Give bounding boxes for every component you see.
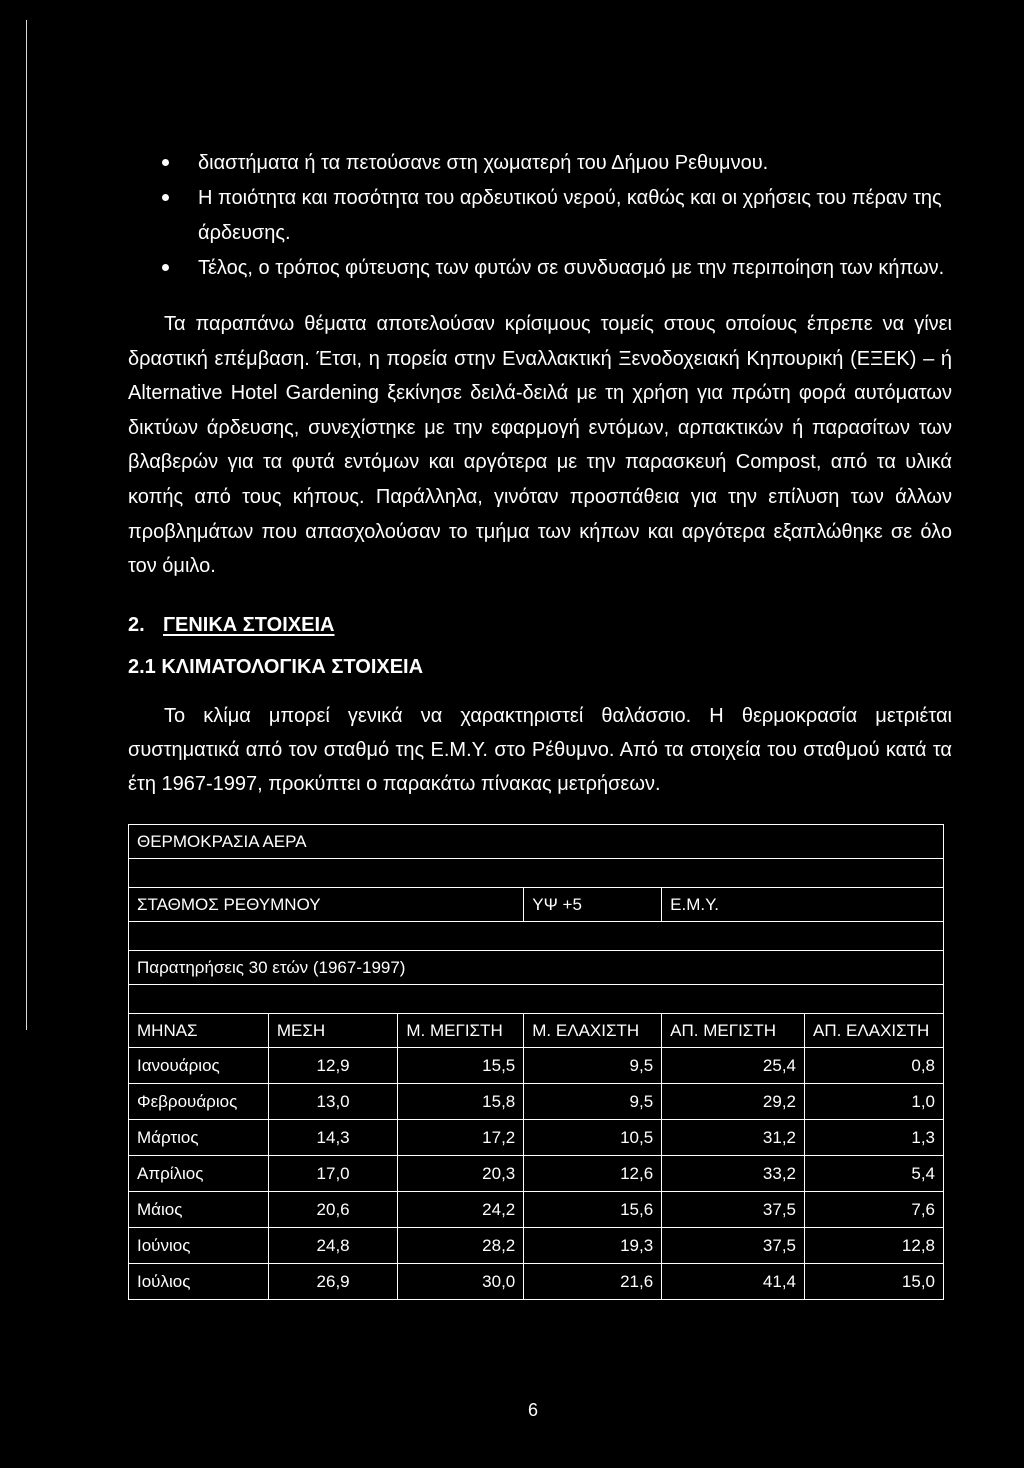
value-cell: 12,6 (524, 1156, 662, 1192)
station-agency: Ε.Μ.Υ. (662, 888, 944, 922)
section-title: ΓΕΝΙΚΑ ΣΤΟΙΧΕΙΑ (163, 614, 335, 636)
table-header-row (129, 1014, 944, 1048)
value-cell: 20,3 (398, 1156, 524, 1192)
column-header: ΑΠ. ΕΛΑΧΙΣΤΗ (805, 1014, 944, 1048)
value-cell: 5,4 (805, 1156, 944, 1192)
bullet-item: διαστήματα ή τα πετούσανε στη χωματερή του Δήμου Ρεθυμνου. (162, 146, 962, 181)
table-row (129, 1192, 944, 1228)
value-cell: 29,2 (662, 1084, 805, 1120)
value-cell: 19,3 (524, 1228, 662, 1264)
table-row (129, 1084, 944, 1120)
page-number: 6 (528, 1400, 539, 1420)
value-cell: 7,6 (805, 1192, 944, 1228)
value-cell: 21,6 (524, 1264, 662, 1300)
table-row (129, 1048, 944, 1084)
column-header: ΜΕΣΗ (268, 1014, 398, 1048)
value-cell: 14,3 (268, 1120, 398, 1156)
value-cell: 26,9 (268, 1264, 398, 1300)
column-header: ΜΗΝΑΣ (129, 1014, 269, 1048)
month-cell: Ιούνιος (129, 1228, 269, 1264)
table-spacer (129, 859, 944, 888)
table-row (129, 1228, 944, 1264)
temperature-table (128, 824, 944, 1300)
value-cell: 9,5 (524, 1084, 662, 1120)
month-cell: Ιούλιος (129, 1264, 269, 1300)
table-title: ΘΕΡΜΟΚΡΑΣΙΑ ΑΕΡΑ (129, 825, 944, 859)
value-cell: 0,8 (805, 1048, 944, 1084)
bullet-item: Η ποιότητα και ποσότητα του αρδευτικού νερού, καθώς και οι χρήσεις του πέραν της άρδευσης. (162, 181, 962, 251)
value-cell: 17,0 (268, 1156, 398, 1192)
subsection-heading: 2.1 ΚΛΙΜΑΤΟΛΟΓΙΚΑ ΣΤΟΙΧΕΙΑ (128, 656, 424, 678)
value-cell: 37,5 (662, 1192, 805, 1228)
bullet-list (162, 146, 962, 286)
column-header: Μ. ΕΛΑΧΙΣΤΗ (524, 1014, 662, 1048)
value-cell: 24,2 (398, 1192, 524, 1228)
value-cell: 15,8 (398, 1084, 524, 1120)
section-heading (128, 614, 334, 637)
table-row (129, 1120, 944, 1156)
body-paragraph: Τα παραπάνω θέματα αποτελούσαν κρίσιμους τομείς στους οποίους έπρεπε να γίνει δραστική επέμβαση. Έτσι, η πορεία στην Εναλλακτική Ξενοδοχειακή Κηπουρική (ΕΞΕΚ) – ή Alternative Hotel Gardening ξεκίνησε δειλά-δειλά με τη χρήση για πρώτη φορά αυτόματων δικτύων άρδευσης, συνεχίστηκε με την εφαρμογή εντόμων, αρπακτικών ή παρασίτων των βλαβερών για τα φυτά εντόμων και αργότερα με την παρασκευή Compost, από τα υλικά κοπής από τους κήπους. Παράλληλα, γινόταν προσπάθεια για την επίλυση των άλλων προβλημάτων που απασχολούσαν το τμήμα των κήπων και αργότερα εξαπλώθηκε σε όλο τον όμιλο. (128, 313, 952, 578)
value-cell: 33,2 (662, 1156, 805, 1192)
value-cell: 10,5 (524, 1120, 662, 1156)
value-cell: 1,3 (805, 1120, 944, 1156)
value-cell: 25,4 (662, 1048, 805, 1084)
value-cell: 20,6 (268, 1192, 398, 1228)
column-header: ΑΠ. ΜΕΓΙΣΤΗ (662, 1014, 805, 1048)
month-cell: Φεβρουάριος (129, 1084, 269, 1120)
value-cell: 41,4 (662, 1264, 805, 1300)
table-row (129, 1156, 944, 1192)
climate-paragraph: Το κλίμα μπορεί γενικά να χαρακτηριστεί θαλάσσιο. Η θερμοκρασία μετριέται συστηματικά από τον σταθμό της Ε.Μ.Υ. στο Ρέθυμνο. Από τα στοιχεία του σταθμού κατά τα έτη 1967-1997, προκύπτει ο παρακάτω πίνακας μετρήσεων. (128, 705, 952, 795)
value-cell: 37,5 (662, 1228, 805, 1264)
month-cell: Μάρτιος (129, 1120, 269, 1156)
table-spacer (129, 985, 944, 1014)
value-cell: 12,8 (805, 1228, 944, 1264)
value-cell: 12,9 (268, 1048, 398, 1084)
value-cell: 17,2 (398, 1120, 524, 1156)
table-row (129, 1264, 944, 1300)
value-cell: 31,2 (662, 1120, 805, 1156)
station-altitude: ΥΨ +5 (524, 888, 662, 922)
value-cell: 28,2 (398, 1228, 524, 1264)
value-cell: 1,0 (805, 1084, 944, 1120)
section-number: 2. (128, 614, 145, 636)
month-cell: Απρίλιος (129, 1156, 269, 1192)
value-cell: 15,6 (524, 1192, 662, 1228)
page-edge-line (26, 20, 27, 1030)
value-cell: 24,8 (268, 1228, 398, 1264)
table-spacer (129, 922, 944, 951)
station-name: ΣΤΑΘΜΟΣ ΡΕΘΥΜΝΟΥ (129, 888, 524, 922)
month-cell: Μάιος (129, 1192, 269, 1228)
value-cell: 15,0 (805, 1264, 944, 1300)
value-cell: 13,0 (268, 1084, 398, 1120)
bullet-item: Τέλος, ο τρόπος φύτευσης των φυτών σε συνδυασμό με την περιποίηση των κήπων. (162, 251, 962, 286)
value-cell: 15,5 (398, 1048, 524, 1084)
column-header: Μ. ΜΕΓΙΣΤΗ (398, 1014, 524, 1048)
observation-period: Παρατηρήσεις 30 ετών (1967-1997) (129, 951, 944, 985)
month-cell: Ιανουάριος (129, 1048, 269, 1084)
value-cell: 30,0 (398, 1264, 524, 1300)
value-cell: 9,5 (524, 1048, 662, 1084)
